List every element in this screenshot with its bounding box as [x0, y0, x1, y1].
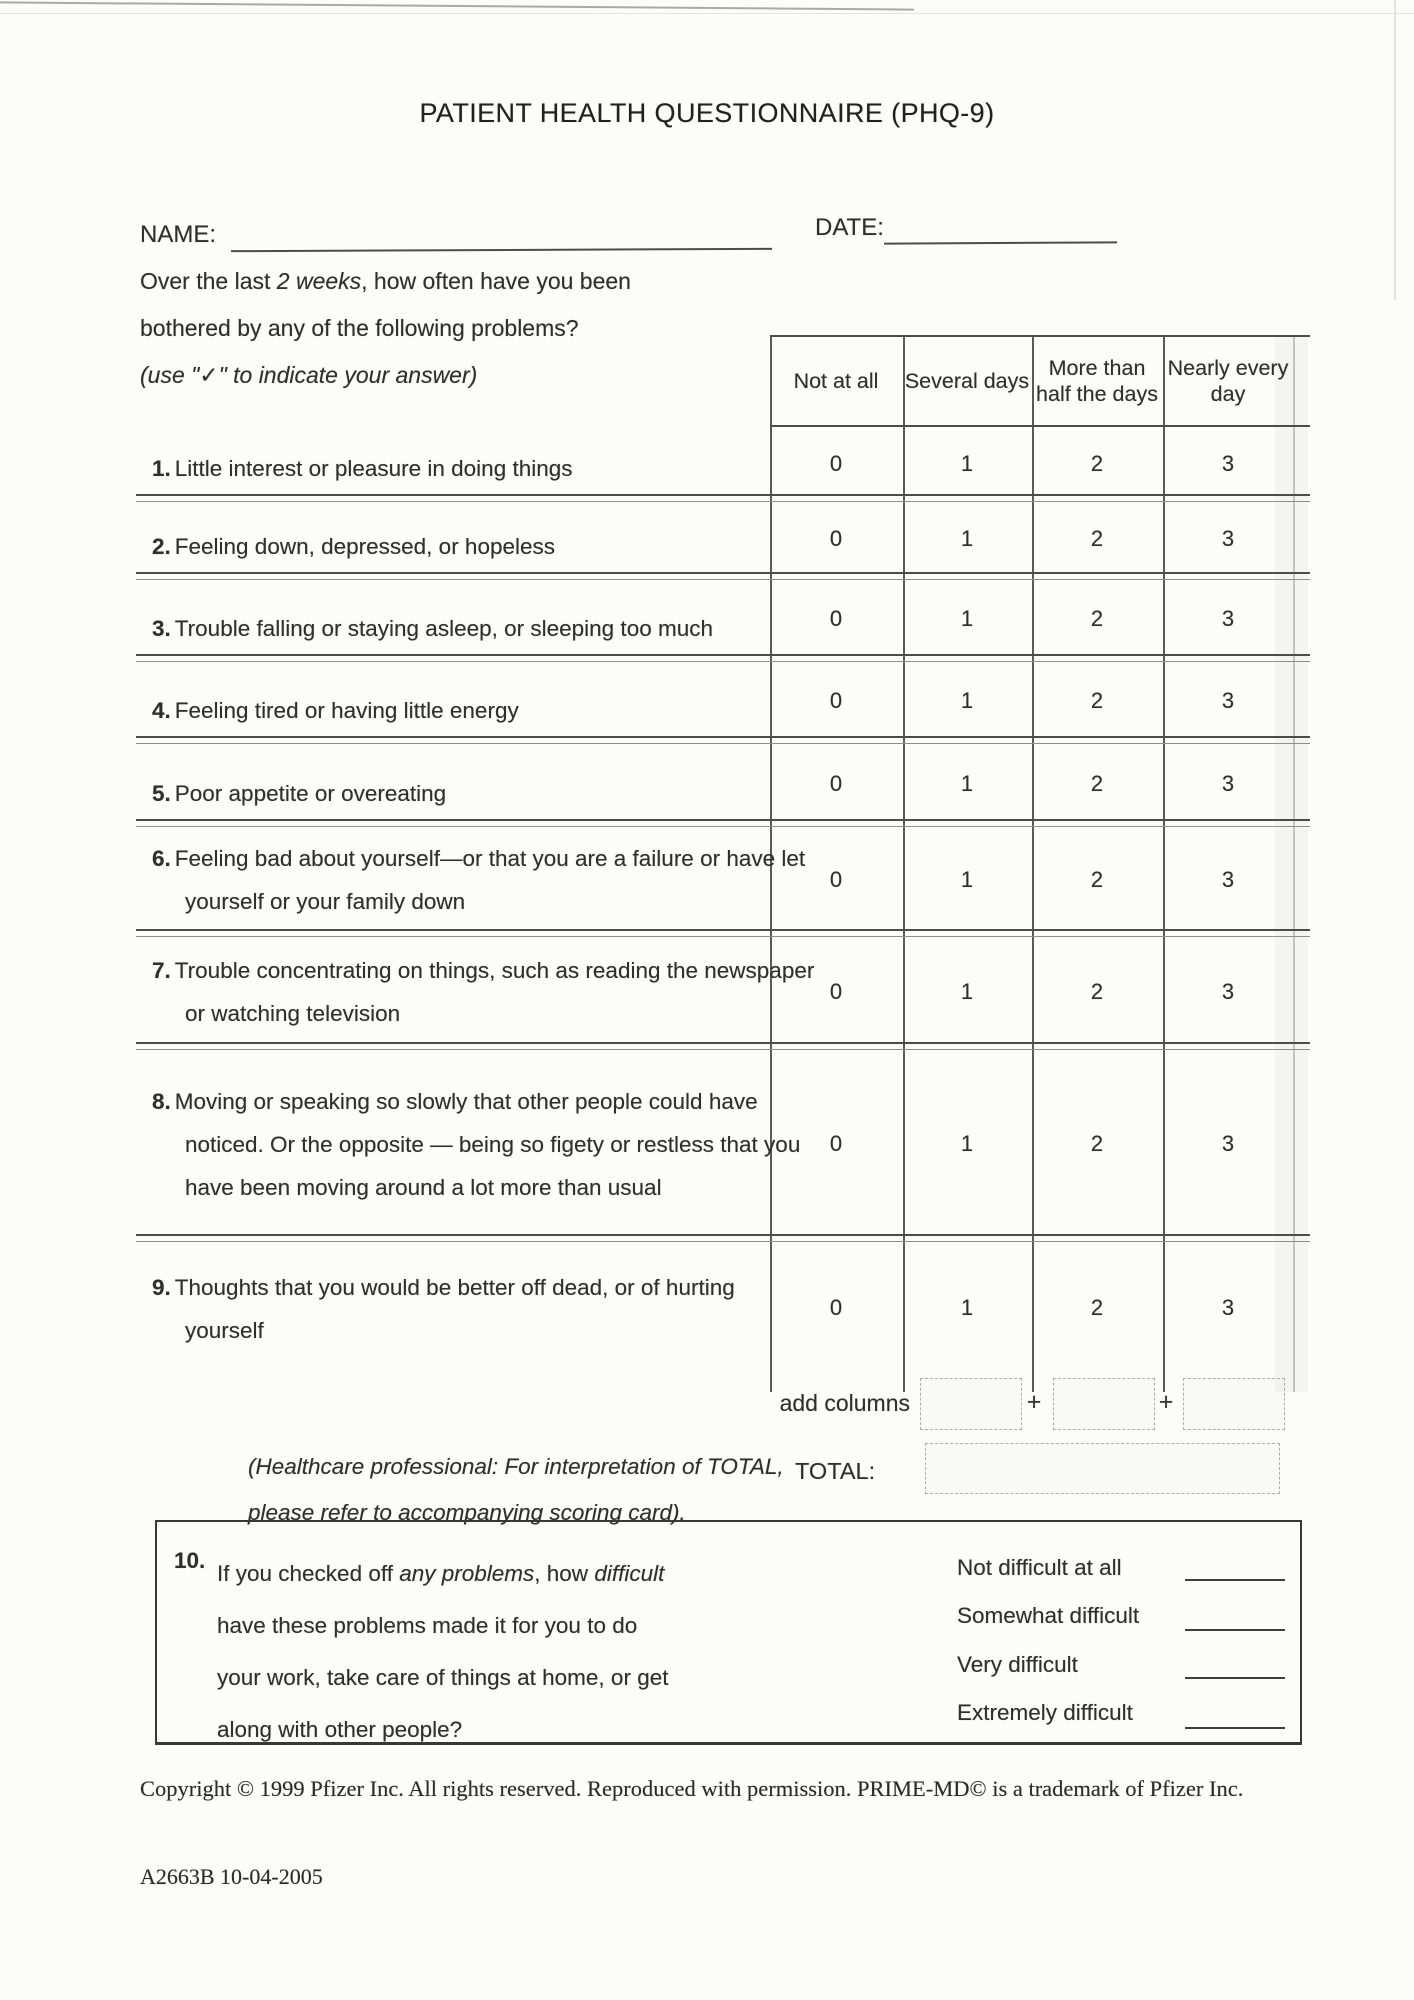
question-text [152, 949, 815, 1035]
score-cell[interactable]: 0 [829, 770, 843, 796]
score-cell[interactable]: 2 [1090, 1295, 1104, 1321]
question-body: Feeling bad about yourself—or that you are a failure or have let yourself or your family down [174, 846, 806, 914]
scan-artifact-line [0, 1, 914, 10]
total-note-line-1: (Healthcare professional: For interpretation of TOTAL, [248, 1454, 784, 1479]
score-cell[interactable]: 1 [960, 770, 974, 796]
question-row [136, 1240, 1310, 1392]
footer-copyright: Copyright © 1999 Pfizer Inc. All rights reserved. Reproduced with permission. PRIME-MD© is a trademark of Pfizer Inc. [140, 1776, 1244, 1801]
date-label: DATE: [815, 214, 884, 241]
question-row [136, 742, 1310, 825]
score-cell[interactable]: 2 [1090, 1131, 1104, 1156]
q10-line-1: If you checked off any problems, how difficult [217, 1561, 665, 1586]
question-text [152, 689, 815, 732]
score-cell[interactable]: 0 [829, 526, 843, 551]
intro-line-3: (use "✓" to indicate your answer) [140, 362, 478, 388]
score-cell[interactable]: 2 [1090, 978, 1104, 1004]
score-cell[interactable]: 2 [1090, 526, 1104, 551]
score-cell[interactable]: 1 [960, 1131, 974, 1156]
q10-line-3: your work, take care of things at home, or get [217, 1665, 669, 1690]
plus-icon: + [1026, 1388, 1042, 1416]
footer-form-code: A2663B 10-04-2005 [140, 1864, 323, 1889]
sum-box-several-days[interactable] [920, 1378, 1022, 1430]
scan-artifact-edge [1394, 0, 1396, 300]
question-row [136, 427, 1310, 500]
q10-section [155, 1520, 1302, 1745]
date-input-line[interactable] [884, 211, 1117, 244]
score-cell[interactable]: 1 [960, 978, 974, 1004]
total-label: TOTAL: [795, 1458, 876, 1484]
score-cell[interactable]: 1 [960, 1295, 974, 1321]
score-cell[interactable]: 2 [1090, 867, 1104, 892]
question-text [152, 607, 815, 650]
q10-number: 10. [174, 1548, 206, 1573]
column-header-nearly-every-day: Nearly every day [1167, 356, 1289, 406]
score-cell[interactable]: 3 [1221, 770, 1235, 796]
score-cell[interactable]: 2 [1090, 450, 1104, 476]
question-number: 3. [152, 616, 171, 641]
question-row [136, 935, 1310, 1048]
add-columns-label: add columns [779, 1390, 910, 1416]
score-cell[interactable]: 2 [1090, 606, 1104, 631]
sum-box-more-than-half[interactable] [1053, 1378, 1155, 1430]
score-cell[interactable]: 1 [960, 867, 974, 892]
question-number: 9. [152, 1275, 171, 1300]
score-cell[interactable]: 3 [1221, 688, 1235, 713]
score-cell[interactable]: 0 [829, 978, 843, 1004]
question-body: Poor appetite or overeating [174, 781, 447, 806]
question-text [152, 1266, 815, 1352]
score-cell[interactable]: 0 [829, 1295, 843, 1321]
question-row [136, 660, 1310, 742]
form-title: PATIENT HEALTH QUESTIONNAIRE (PHQ-9) [419, 98, 995, 128]
score-cell[interactable]: 3 [1221, 1295, 1235, 1321]
total-input-box[interactable] [925, 1443, 1280, 1494]
question-body: Feeling down, depressed, or hopeless [174, 534, 556, 559]
q10-option-label: Very difficult [957, 1652, 1078, 1677]
score-cell[interactable]: 0 [829, 450, 843, 476]
sum-box-nearly-every-day[interactable] [1183, 1378, 1285, 1430]
column-header-more-than-half: More than half the days [1036, 356, 1158, 406]
question-row [136, 578, 1310, 660]
intro-line-2: bothered by any of the following problems? [140, 315, 579, 341]
q10-option-blank[interactable] [1185, 1727, 1285, 1729]
question-body: Trouble falling or staying asleep, or sleeping too much [174, 616, 713, 641]
score-cell[interactable]: 3 [1221, 450, 1235, 476]
q10-line-4: along with other people? [217, 1717, 463, 1742]
question-text [152, 772, 815, 815]
q10-question [217, 1548, 817, 1756]
question-text [152, 1080, 815, 1209]
intro-line-1: Over the last 2 weeks, how often have you been [140, 268, 631, 294]
question-number: 1. [152, 456, 171, 481]
question-row [136, 825, 1310, 935]
name-input-line[interactable] [231, 218, 772, 252]
q10-option-label: Somewhat difficult [957, 1603, 1140, 1628]
score-cell[interactable]: 3 [1221, 867, 1235, 892]
question-text [152, 837, 815, 923]
score-cell[interactable]: 1 [960, 450, 974, 476]
question-number: 7. [152, 957, 171, 983]
score-cell[interactable]: 3 [1221, 978, 1235, 1004]
score-cell[interactable]: 3 [1221, 526, 1235, 551]
score-cell[interactable]: 1 [960, 606, 974, 631]
column-header-several-days: Several days [904, 369, 1030, 393]
q10-option-label: Not difficult at all [957, 1555, 1122, 1580]
question-row [136, 500, 1310, 578]
question-number: 2. [152, 534, 171, 559]
score-cell[interactable]: 3 [1221, 1131, 1235, 1156]
score-cell[interactable]: 2 [1090, 770, 1104, 796]
score-cell[interactable]: 0 [829, 688, 843, 713]
question-row [136, 1048, 1310, 1240]
q10-line-2: have these problems made it for you to do [217, 1613, 638, 1638]
score-cell[interactable]: 0 [829, 1131, 843, 1156]
answer-table [136, 335, 1310, 1392]
name-label: NAME: [140, 221, 217, 248]
score-cell[interactable]: 0 [829, 606, 843, 631]
total-note-line-2: please refer to accompanying scoring card). [248, 1500, 686, 1525]
q10-option-blank[interactable] [1185, 1677, 1285, 1679]
question-body: Moving or speaking so slowly that other people could have noticed. Or the opposite — being so figety or restless that you have been moving around a lot more than usual [174, 1088, 801, 1200]
question-body: Feeling tired or having little energy [174, 698, 519, 723]
question-number: 5. [152, 781, 171, 806]
question-body: Trouble concentrating on things, such as reading the newspaper or watching television [174, 957, 815, 1026]
question-body: Little interest or pleasure in doing things [174, 456, 573, 481]
answer-rows [136, 427, 1310, 1392]
score-cell[interactable]: 2 [1090, 688, 1104, 713]
score-cell[interactable]: 1 [960, 688, 974, 713]
question-text [152, 525, 815, 568]
plus-icon: + [1158, 1388, 1174, 1416]
scan-artifact-line [0, 13, 1414, 14]
score-cell[interactable]: 0 [829, 867, 843, 892]
q10-option-blank[interactable] [1185, 1579, 1285, 1581]
question-number: 6. [152, 846, 171, 871]
q10-option-blank[interactable] [1185, 1629, 1285, 1631]
question-body: Thoughts that you would be better off dead, or of hurting yourself [174, 1275, 735, 1343]
score-cell[interactable]: 3 [1221, 606, 1235, 631]
question-number: 8. [152, 1088, 171, 1114]
question-number: 4. [152, 698, 171, 723]
column-header-not-at-all: Not at all [793, 369, 879, 393]
q10-option-label: Extremely difficult [957, 1700, 1133, 1725]
score-cell[interactable]: 1 [960, 526, 974, 551]
question-text [152, 447, 815, 490]
